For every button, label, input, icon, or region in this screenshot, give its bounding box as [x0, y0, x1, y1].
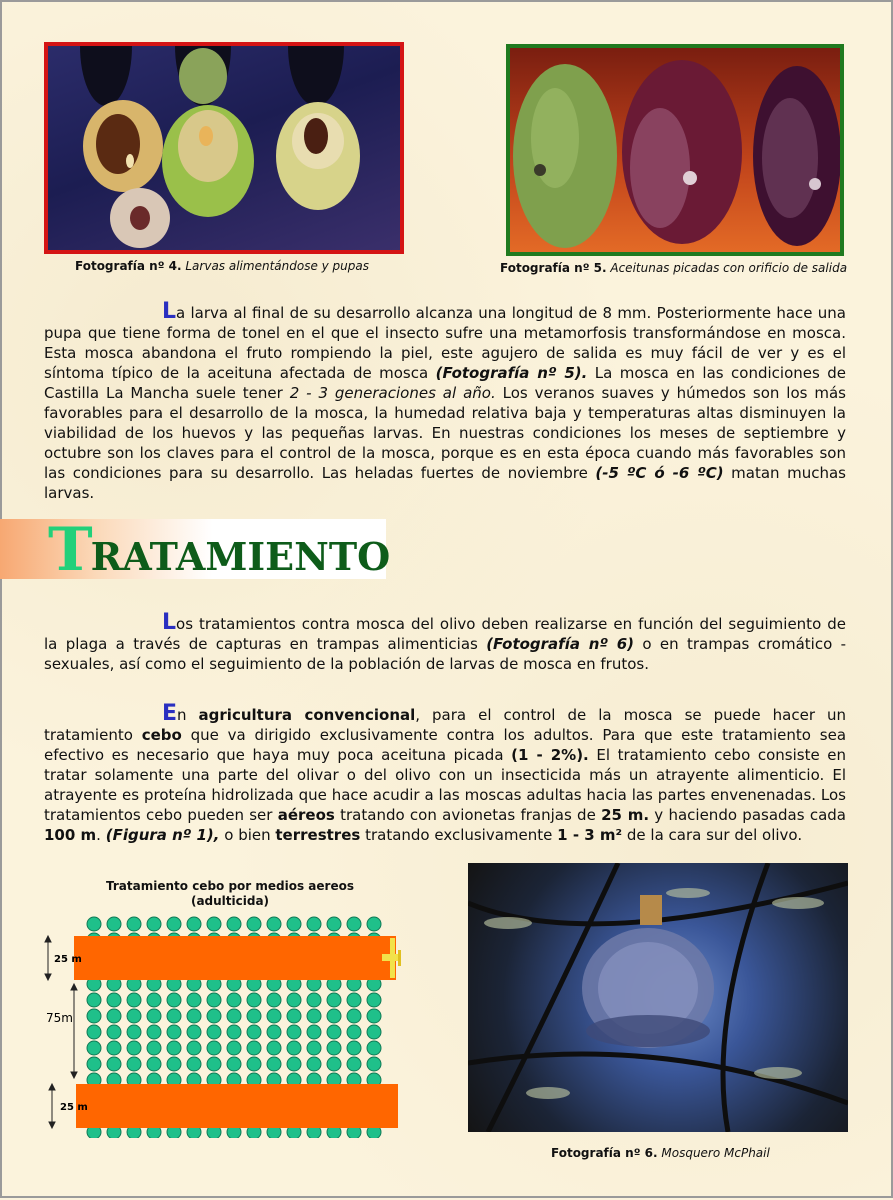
olive-tree-marker	[127, 1025, 141, 1039]
para3-bold-3: (1 - 2%).	[511, 746, 589, 764]
olive-tree-marker	[147, 993, 161, 1007]
olive-tree-marker	[87, 993, 101, 1007]
photo-mcphail-trap	[468, 863, 848, 1132]
olive-tree-marker	[147, 1025, 161, 1039]
caption-photo6-text: Mosquero McPhail	[661, 1146, 770, 1160]
olive-tree-marker	[287, 993, 301, 1007]
caption-photo5-text: Aceitunas picadas con orificio de salida	[610, 261, 848, 275]
olive-tree-marker	[347, 1041, 361, 1055]
para3-text-1: n	[177, 706, 199, 724]
para3-text-4: El tratamiento cebo consiste en tratar solamente una parte del olivar o del olivo con un insecticida más un atrayente alimenticio. El atrayente es proteína hidrolizada que hace acudir a las moscas adultas hacia las partes envenenadas. Los tratamientos cebo pueden ser	[44, 746, 847, 824]
olive-tree-marker	[267, 993, 281, 1007]
olive-tree-marker	[207, 993, 221, 1007]
olive-tree-marker	[367, 993, 381, 1007]
olive-tree-marker	[307, 993, 321, 1007]
olive-tree-marker	[147, 1041, 161, 1055]
olive-tree-marker	[287, 1025, 301, 1039]
olive-tree-marker	[147, 1057, 161, 1071]
olive-tree-marker	[207, 917, 221, 931]
olive-tree-marker	[307, 1041, 321, 1055]
olive-tree-marker	[127, 1057, 141, 1071]
para1-text-1: a larva al final de su desarrollo alcanza una longitud de 8 mm. Posteriormente hace una pupa que tiene forma de tonel en el que el insecto sufre una metamorfosis transformándose en mosca. Esta mosca abandona el fruto rompiendo la piel, este agujero de salida es muy fácil de ver y es el síntoma típico de la aceituna afectada de mosca	[44, 304, 846, 382]
olive-tree-marker	[227, 993, 241, 1007]
olive-tree-marker	[87, 917, 101, 931]
olive-tree-marker	[267, 917, 281, 931]
olive-tree-marker	[207, 1057, 221, 1071]
olive-tree-marker	[267, 1025, 281, 1039]
temperature-text: (-5 ºC ó -6 ºC)	[595, 464, 724, 482]
olive-tree-marker	[247, 1009, 261, 1023]
olive-tree-marker	[187, 1057, 201, 1071]
figure-reference: (Fotografía nº 6)	[486, 635, 635, 653]
section-title-initial: T	[48, 515, 91, 585]
treatment-strip-top	[74, 936, 396, 980]
olive-tree-marker	[327, 917, 341, 931]
figure-reference: (Figura nº 1),	[105, 826, 220, 844]
olive-tree-marker	[87, 1057, 101, 1071]
olive-tree-marker	[207, 1025, 221, 1039]
olive-tree-marker	[187, 917, 201, 931]
para3-text-10: de la cara sur del olivo.	[622, 826, 803, 844]
olive-tree-marker	[147, 917, 161, 931]
para3-bold-6: 100 m	[44, 826, 97, 844]
olive-tree-marker	[347, 993, 361, 1007]
olive-tree-marker	[327, 1057, 341, 1071]
olive-tree-marker	[247, 1025, 261, 1039]
olive-tree-marker	[107, 917, 121, 931]
olive-tree-marker	[107, 993, 121, 1007]
olive-tree-marker	[267, 1057, 281, 1071]
olive-tree-marker	[187, 1041, 201, 1055]
para3-bold-2: cebo	[141, 726, 182, 744]
photo-olives-exit-holes	[506, 44, 844, 256]
olive-tree-marker	[247, 1057, 261, 1071]
olive-tree-marker	[247, 917, 261, 931]
diagram-title-line2: (adulticida)	[190, 894, 270, 908]
label-strip-top: 25 m	[54, 954, 82, 965]
label-strip-bottom: 25 m	[60, 1102, 88, 1113]
olive-tree-marker	[367, 917, 381, 931]
olive-tree-marker	[327, 1009, 341, 1023]
olive-tree-marker	[327, 1041, 341, 1055]
para3-bold-1: agricultura convencional	[198, 706, 416, 724]
para3-bold-7: terrestres	[275, 826, 361, 844]
olive-tree-marker	[247, 993, 261, 1007]
para3-text-7: .	[96, 826, 106, 844]
olive-tree-marker	[227, 1041, 241, 1055]
olive-tree-marker	[167, 1057, 181, 1071]
olive-tree-marker	[87, 1041, 101, 1055]
olive-tree-marker	[267, 1009, 281, 1023]
olive-tree-marker	[107, 1057, 121, 1071]
olive-tree-marker	[287, 1057, 301, 1071]
olive-tree-marker	[307, 1009, 321, 1023]
olive-tree-marker	[307, 1057, 321, 1071]
olive-tree-marker	[207, 1041, 221, 1055]
caption-photo4-text: Larvas alimentándose y pupas	[185, 259, 370, 273]
figure-reference: (Fotografía nº 5).	[435, 364, 588, 382]
generations-text: 2 - 3 generaciones al año.	[289, 384, 496, 402]
drop-cap: E	[162, 701, 178, 726]
aerial-bait-treatment-diagram	[40, 878, 420, 1138]
olive-tree-marker	[227, 1057, 241, 1071]
olive-tree-marker	[167, 993, 181, 1007]
olive-tree-marker	[107, 1025, 121, 1039]
caption-photo6	[551, 1146, 770, 1160]
olive-tree-marker	[327, 1025, 341, 1039]
para3-bold-8: 1 - 3 m²	[557, 826, 623, 844]
para2-text-1: os tratamientos contra mosca del olivo deben realizarse en función del seguimiento de la plaga a través de capturas en trampas alimenticias	[44, 615, 846, 653]
olive-tree-marker	[127, 993, 141, 1007]
olive-tree-marker	[167, 917, 181, 931]
para1-text-2: La mosca en las condiciones de Castilla La Mancha suele tener	[44, 364, 847, 402]
olive-tree-marker	[287, 917, 301, 931]
olive-tree-marker	[167, 1041, 181, 1055]
diagram-title-line1: Tratamiento cebo por medios aereos	[106, 879, 354, 893]
olive-tree-marker	[287, 1009, 301, 1023]
photo-larvae-pupae	[44, 42, 404, 254]
paragraph-conventional-agriculture	[44, 701, 847, 845]
olive-tree-marker	[307, 1025, 321, 1039]
drop-cap: L	[162, 610, 177, 635]
para2-text-2: o en trampas cromático - sexuales, así como el seguimiento de la población de larvas de mosca en frutos.	[44, 635, 847, 673]
para3-text-9: tratando exclusivamente	[360, 826, 558, 844]
caption-photo5	[500, 261, 847, 275]
olive-tree-marker	[147, 1009, 161, 1023]
olive-tree-marker	[227, 917, 241, 931]
olive-tree-marker	[127, 1041, 141, 1055]
olive-tree-marker	[247, 1041, 261, 1055]
olive-tree-marker	[347, 1057, 361, 1071]
olive-tree-marker	[167, 1025, 181, 1039]
section-title-rest: RATAMIENTO	[90, 534, 391, 579]
section-title	[48, 515, 390, 585]
olive-tree-marker	[187, 1009, 201, 1023]
para1-text-4: matan muchas larvas.	[44, 464, 846, 502]
paragraph-treatments	[44, 610, 847, 674]
caption-photo4	[75, 259, 369, 273]
para3-text-3: que va dirigido exclusivamente contra los adultos. Para que este tratamiento sea efectivo es necesario que haya muy poca aceituna picada	[44, 726, 847, 764]
para3-text-8: o bien	[219, 826, 276, 844]
olive-tree-marker	[127, 917, 141, 931]
olive-tree-marker	[307, 917, 321, 931]
olive-tree-marker	[367, 1025, 381, 1039]
olive-tree-marker	[327, 993, 341, 1007]
para3-bold-4: aéreos	[277, 806, 335, 824]
para1-text-3: Los veranos suaves y húmedos son los más favorables para el desarrollo de la mosca, la humedad relativa baja y temperaturas altas disminuyen la viabilidad de los huevos y las pequeñas larvas. En nuestras condiciones los meses de septiembre y octubre son los claves para el control de la mosca, porque es en esta época cuando más favorables son las condiciones para su desarrollo. Las heladas fuertes de noviembre	[44, 384, 846, 482]
olive-tree-marker	[367, 1057, 381, 1071]
para3-text-6: y haciendo pasadas cada	[649, 806, 846, 824]
olive-tree-marker	[87, 1009, 101, 1023]
olive-tree-marker	[207, 1009, 221, 1023]
para3-bold-5: 25 m.	[601, 806, 650, 824]
olive-tree-marker	[367, 1041, 381, 1055]
olive-tree-marker	[107, 1009, 121, 1023]
olive-tree-marker	[347, 917, 361, 931]
olive-tree-marker	[127, 1009, 141, 1023]
caption-photo5-label: Fotografía nº 5.	[500, 261, 607, 275]
olive-tree-marker	[187, 1025, 201, 1039]
olive-tree-marker	[87, 1025, 101, 1039]
treatment-strip-bottom	[76, 1084, 398, 1128]
olive-tree-marker	[347, 1009, 361, 1023]
olive-tree-marker	[187, 993, 201, 1007]
drop-cap: L	[162, 299, 177, 324]
olive-tree-marker	[227, 1025, 241, 1039]
paragraph-larva-development	[44, 299, 847, 503]
caption-photo4-label: Fotografía nº 4.	[75, 259, 182, 273]
olive-tree-marker	[367, 1009, 381, 1023]
label-gap: 75m	[46, 1011, 73, 1025]
olive-tree-marker	[267, 1041, 281, 1055]
olive-tree-marker	[167, 1009, 181, 1023]
caption-photo6-label: Fotografía nº 6.	[551, 1146, 658, 1160]
para3-text-5: tratando con avionetas franjas de	[334, 806, 602, 824]
para3-text-2: , para el control de la mosca se puede hacer un tratamiento	[44, 706, 846, 744]
olive-tree-marker	[227, 1009, 241, 1023]
olive-tree-marker	[347, 1025, 361, 1039]
olive-tree-marker	[107, 1041, 121, 1055]
olive-tree-marker	[287, 1041, 301, 1055]
